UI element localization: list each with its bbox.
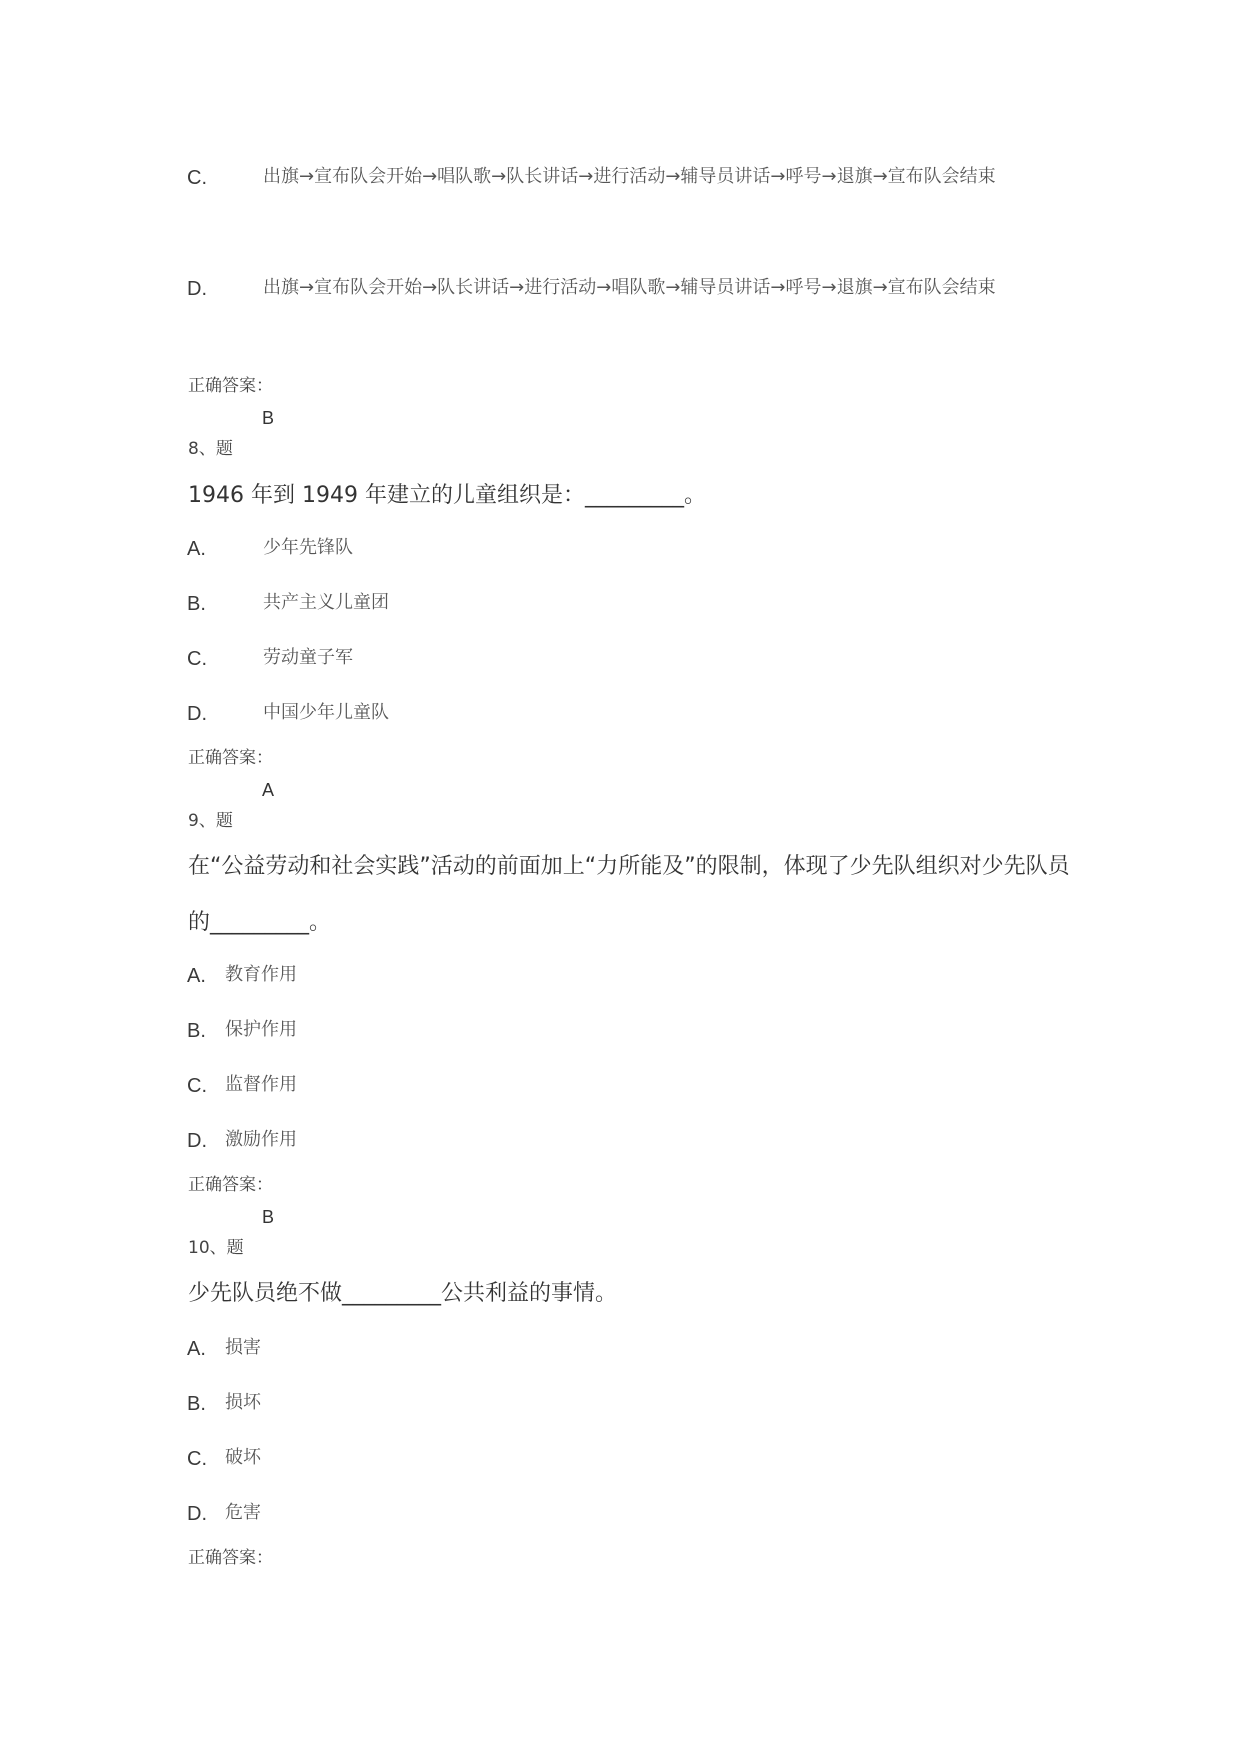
option-letter: C. bbox=[187, 1075, 207, 1097]
answer-label: 正确答案： bbox=[188, 1175, 273, 1195]
option-text: 危害 bbox=[225, 1502, 261, 1523]
question-text-continued: 的_________。 bbox=[188, 910, 332, 935]
question-number: 9、题 bbox=[188, 811, 233, 831]
option-letter: B. bbox=[187, 1393, 206, 1415]
option-letter: D. bbox=[187, 703, 207, 725]
option-letter: A. bbox=[187, 538, 206, 560]
option-text: 教育作用 bbox=[225, 964, 297, 985]
option-letter: B. bbox=[187, 593, 206, 615]
option-letter: D. bbox=[187, 1503, 207, 1525]
option-text: 中国少年儿童队 bbox=[263, 702, 389, 723]
answer-value: A bbox=[262, 780, 275, 800]
option-text: 保护作用 bbox=[225, 1019, 297, 1040]
answer-label: 正确答案： bbox=[188, 1548, 273, 1568]
option-letter: A. bbox=[187, 965, 206, 987]
option-text: 损害 bbox=[225, 1337, 261, 1358]
question-text: 少先队员绝不做_________公共利益的事情。 bbox=[188, 1281, 618, 1306]
option-letter: C. bbox=[187, 1448, 207, 1470]
answer-label: 正确答案： bbox=[188, 376, 273, 396]
option-text: 损坏 bbox=[225, 1392, 261, 1413]
question-text: 1946 年到 1949 年建立的儿童组织是：_________。 bbox=[188, 483, 706, 508]
option-letter: B. bbox=[187, 1020, 206, 1042]
option-text: 劳动童子军 bbox=[263, 647, 353, 668]
option-text: 少年先锋队 bbox=[263, 537, 353, 558]
option-letter: A. bbox=[187, 1338, 206, 1360]
option-letter: D. bbox=[187, 1130, 207, 1152]
option-letter: C. bbox=[187, 167, 207, 189]
question-number: 10、题 bbox=[188, 1238, 244, 1258]
answer-value: B bbox=[262, 1207, 275, 1227]
option-text: 激励作用 bbox=[225, 1129, 297, 1150]
option-text: 出旗→宣布队会开始→队长讲话→进行活动→唱队歌→辅导员讲话→呼号→退旗→宣布队会结束 bbox=[263, 277, 996, 298]
question-text: 在“公益劳动和社会实践”活动的前面加上“力所能及”的限制，体现了少先队组织对少先队员 bbox=[188, 854, 1070, 879]
question-number: 8、题 bbox=[188, 439, 233, 459]
option-text: 监督作用 bbox=[225, 1074, 297, 1095]
option-text: 共产主义儿童团 bbox=[263, 592, 389, 613]
answer-label: 正确答案： bbox=[188, 748, 273, 768]
option-letter: D. bbox=[187, 278, 207, 300]
option-text: 破坏 bbox=[225, 1447, 261, 1468]
option-text: 出旗→宣布队会开始→唱队歌→队长讲话→进行活动→辅导员讲话→呼号→退旗→宣布队会结束 bbox=[263, 166, 996, 187]
option-letter: C. bbox=[187, 648, 207, 670]
answer-value: B bbox=[262, 408, 275, 428]
